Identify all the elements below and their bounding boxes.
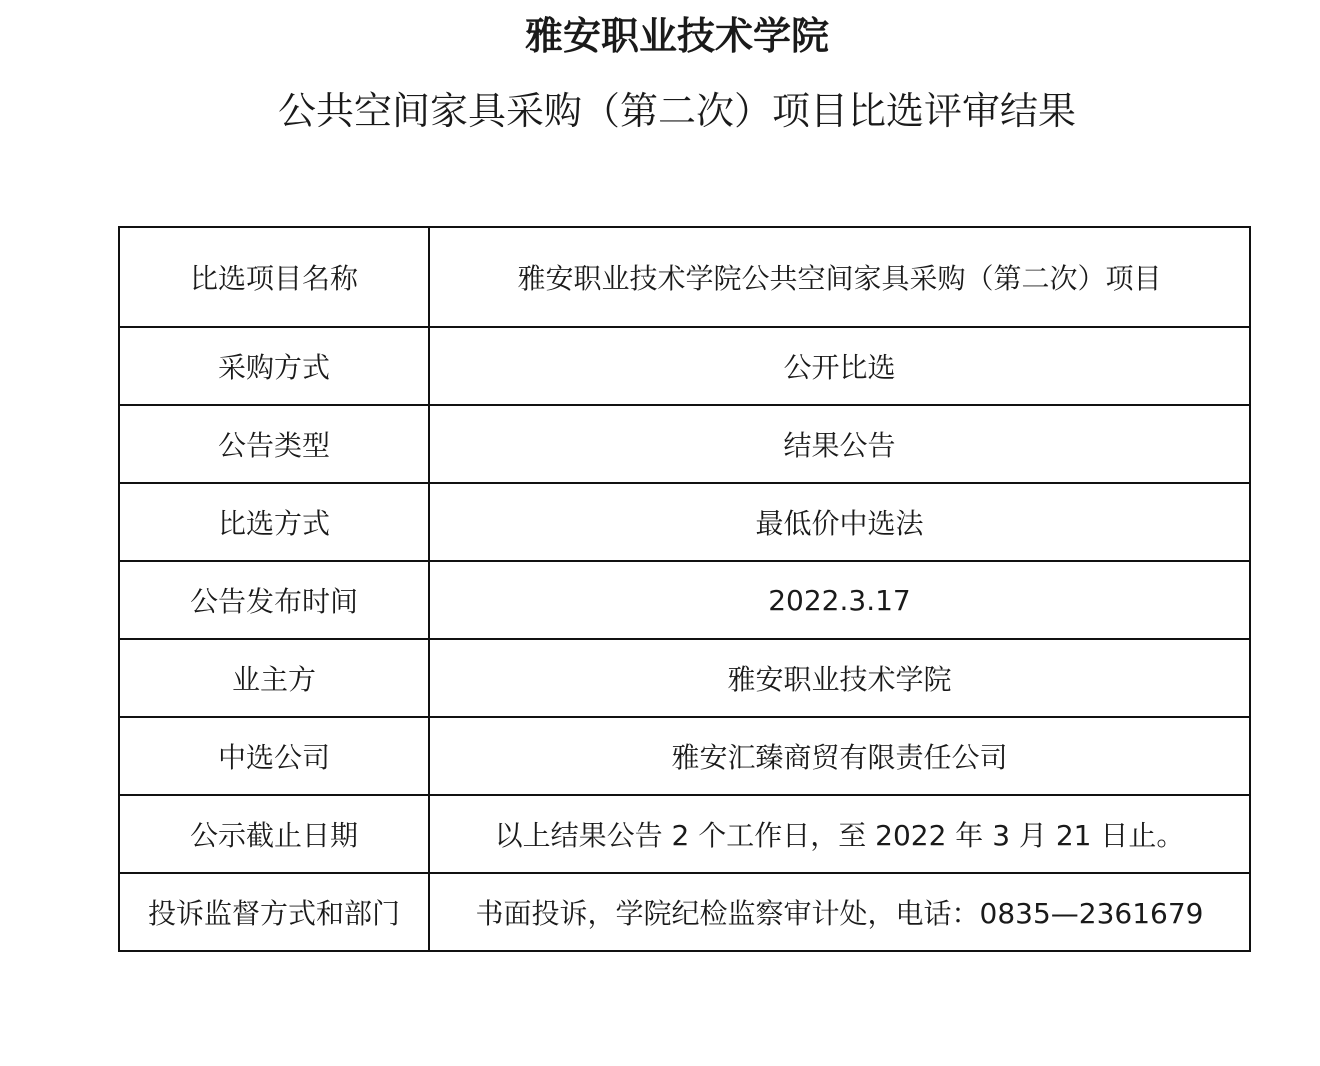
row-value-complaint-contact: 书面投诉，学院纪检监察审计处，电话：0835—2361679 bbox=[429, 873, 1250, 951]
row-label-deadline: 公示截止日期 bbox=[119, 795, 429, 873]
document-subtitle: 公共空间家具采购（第二次）项目比选评审结果 bbox=[277, 89, 1076, 133]
table-row bbox=[119, 795, 1250, 873]
table-row bbox=[119, 873, 1250, 951]
row-value-winning-company: 雅安汇臻商贸有限责任公司 bbox=[429, 717, 1250, 795]
row-value-announcement-type: 结果公告 bbox=[429, 405, 1250, 483]
table-row bbox=[119, 639, 1250, 717]
result-table bbox=[118, 226, 1251, 952]
table-row bbox=[119, 483, 1250, 561]
row-value-publish-date: 2022.3.17 bbox=[429, 561, 1250, 639]
row-label-selection-method: 比选方式 bbox=[119, 483, 429, 561]
row-label-announcement-type: 公告类型 bbox=[119, 405, 429, 483]
row-value-deadline: 以上结果公告 2 个工作日，至 2022 年 3 月 21 日止。 bbox=[429, 795, 1250, 873]
row-label-owner: 业主方 bbox=[119, 639, 429, 717]
table-row bbox=[119, 561, 1250, 639]
table-row bbox=[119, 405, 1250, 483]
row-value-owner: 雅安职业技术学院 bbox=[429, 639, 1250, 717]
table-row bbox=[119, 227, 1250, 327]
row-value-selection-method: 最低价中选法 bbox=[429, 483, 1250, 561]
row-label-complaint-contact: 投诉监督方式和部门 bbox=[119, 873, 429, 951]
document-title: 雅安职业技术学院 bbox=[524, 14, 829, 58]
row-value-procurement-method: 公开比选 bbox=[429, 327, 1250, 405]
row-value-project-name: 雅安职业技术学院公共空间家具采购（第二次）项目 bbox=[429, 227, 1250, 327]
row-label-procurement-method: 采购方式 bbox=[119, 327, 429, 405]
row-label-project-name: 比选项目名称 bbox=[119, 227, 429, 327]
row-label-publish-date: 公告发布时间 bbox=[119, 561, 429, 639]
table-row bbox=[119, 717, 1250, 795]
row-label-winning-company: 中选公司 bbox=[119, 717, 429, 795]
table-row bbox=[119, 327, 1250, 405]
